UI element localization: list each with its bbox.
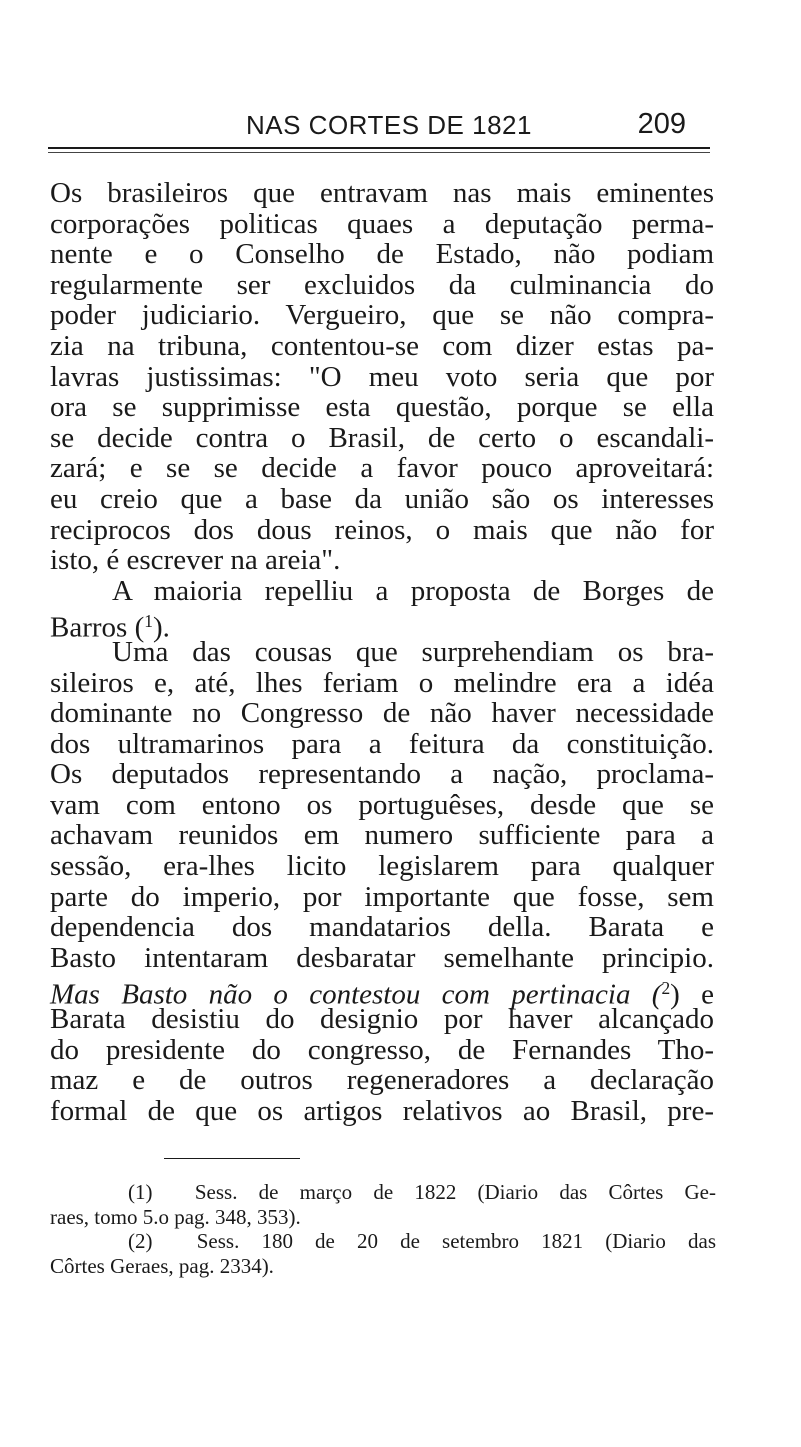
text-line: ora se supprimisse esta questão, porque se ella [50, 391, 714, 424]
footnotes [50, 1180, 716, 1278]
footnote-2 [50, 1229, 716, 1254]
text-line: poder judiciario. Vergueiro, que se não compra- [50, 299, 714, 332]
footnote-ref-2: 2 [661, 978, 671, 999]
text-line: do presidente do congresso, de Fernandes Tho- [50, 1033, 714, 1066]
text-line: dos ultramarinos para a feitura da constituição. [50, 727, 714, 760]
text-line: sessão, era-lhes licito legislarem para qualquer [50, 850, 714, 883]
running-title: NAS CORTES DE 1821 [246, 110, 532, 140]
text-line: parte do imperio, por importante que fosse, sem [50, 880, 714, 913]
text-line: achavam reunidos em numero sufficiente para a [50, 819, 714, 852]
text-line-with-footnote-ref [50, 606, 714, 644]
footnote-2-continued: Côrtes Geraes, pag. 2334). [50, 1253, 274, 1278]
text-line: maz e de outros regeneradores a declaração [50, 1064, 714, 1097]
footnote-1-continued: raes, tomo 5.o pag. 348, 353). [50, 1204, 301, 1229]
footnote-text: Sess. de março de 1822 (Diario das Côrtes Ge- [194, 1180, 716, 1204]
text-line: corporações politicas quaes a deputação perma- [50, 207, 714, 240]
header-rule-thin [48, 152, 710, 153]
footnote-ref-1: 1 [144, 611, 153, 632]
text-line: se decide contra o Brasil, de certo o escandali- [50, 421, 714, 454]
text-line: Basto intentaram desbaratar semelhante principio. [50, 941, 714, 974]
text-line: reciprocos dos dous reinos, o mais que não for [50, 513, 714, 546]
running-header [246, 108, 686, 148]
text-line: Os deputados representando a nação, proclama- [50, 758, 714, 791]
text-line: lavras justissimas: "O meu voto seria que por [50, 360, 714, 393]
text-line: dominante no Congresso de não haver necessidade [50, 697, 714, 730]
text-line: nente e o Conselho de Estado, não podiam [50, 238, 714, 271]
paragraph-start-line: Uma das cousas que surprehendiam os bra- [112, 635, 714, 668]
paragraph-start-line: A maioria repelliu a proposta de Borges de [112, 574, 714, 607]
text-line: isto, é escrever na areia". [50, 544, 341, 577]
text-line-with-footnote-ref [50, 973, 714, 1011]
footnote-separator [164, 1158, 300, 1159]
text-line: Barata desistiu do designio por haver alcançado [50, 1003, 714, 1036]
line-text: ). [152, 611, 170, 644]
text-line: regularmente ser excluidos da culminancia do [50, 268, 714, 301]
body-text [50, 178, 714, 1126]
footnote-text: Sess. 180 de 20 de setembro 1821 (Diario das [196, 1229, 716, 1253]
line-text: ) e [670, 979, 714, 1011]
page-number: 209 [637, 108, 686, 140]
text-line: dependencia dos mandatarios della. Barata e [50, 911, 714, 944]
footnote-marker: (1) [128, 1180, 153, 1204]
text-line: formal de que os artigos relativos ao Brasil, pre- [50, 1094, 714, 1127]
footnote-marker: (2) [128, 1229, 153, 1253]
text-line: sileiros e, até, lhes feriam o melindre era a idéa [50, 666, 714, 699]
text-line: zia na tribuna, contentou-se com dizer estas pa- [50, 329, 714, 362]
text-line: vam com entono os portuguêses, desde que se [50, 788, 714, 821]
text-line: zará; e se se decide a favor pouco aproveitará: [50, 452, 714, 485]
line-text: Barros ( [50, 611, 145, 644]
header-rule [48, 147, 710, 149]
footnote-1 [50, 1180, 716, 1205]
text-line: eu creio que a base da união são os interesses [50, 482, 714, 515]
italic-text: Mas Basto não o contestou com pertinacia ( [50, 979, 662, 1011]
text-line: Os brasileiros que entravam nas mais eminentes [50, 177, 714, 209]
